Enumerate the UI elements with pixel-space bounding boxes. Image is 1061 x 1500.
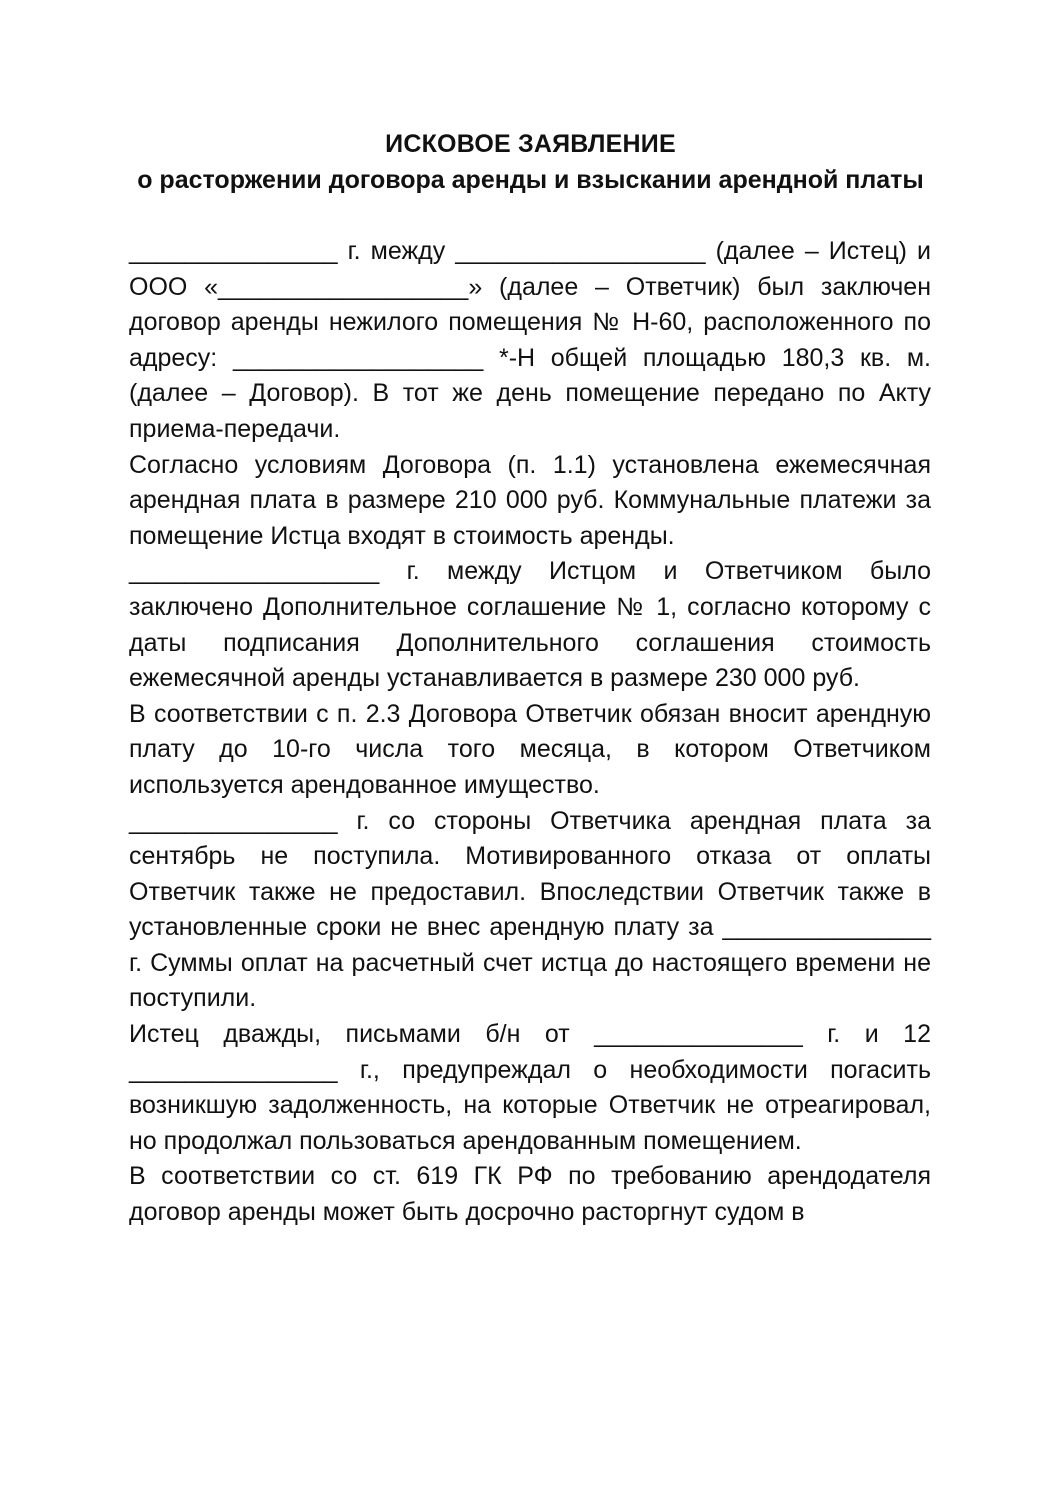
paragraph-warnings (129, 1017, 931, 1159)
paragraph-text: г. Суммы оплат на расчетный счет истца до настоящего времени не поступили. (129, 948, 931, 1013)
paragraph-text: г. и 12 (802, 1020, 931, 1049)
blank-field-date: _______________ (129, 1055, 338, 1084)
blank-field-date: _______________ (129, 806, 338, 835)
paragraph-contract-conclusion (129, 234, 931, 448)
paragraph-text: г. со стороны Ответчика арендная плата за сентябрь не поступила. Мотивированного отказа от оплаты Ответчик также не предоставил. Впоследствии Ответчик также в установленные сроки не внес арендную плату за (129, 806, 931, 942)
blank-field-date: _______________ (594, 1020, 803, 1049)
title-block (0, 126, 1061, 198)
paragraph-text: (далее – Истец) и ООО « (129, 237, 931, 301)
document-body (129, 234, 931, 1231)
paragraph-nonpayment (129, 804, 931, 1018)
paragraph-rent-terms: Согласно условиям Договора (п. 1.1) установлена ежемесячная арендная плата в размере 210 000 руб. Коммунальные платежи за помещение Истца входят в стоимость аренды. (129, 450, 931, 550)
paragraph-text: *-Н общей площадью 180,3 кв. м. (далее – Договор). В тот же день помещение передано по Акту приема-передачи. (129, 343, 931, 443)
paragraph-additional-agreement (129, 554, 931, 696)
paragraph-text: г. между Истцом и Ответчиком было заключено Дополнительное соглашение № 1, согласно которому с даты подписания Дополнительного соглашения стоимость ежемесячной аренды устанавливается в размере 230 000 руб. (129, 557, 931, 693)
blank-field-date: _______________ (722, 913, 931, 942)
paragraph-text: Истец дважды, письмами б/н от (129, 1020, 595, 1049)
paragraph-text: г. между (337, 237, 456, 265)
blank-field-date: __________________ (129, 557, 380, 586)
blank-field-address: __________________ (232, 343, 484, 372)
document-subtitle: о расторжении договора аренды и взыскании арендной платы (137, 166, 924, 194)
paragraph-legal-basis: В соответствии со ст. 619 ГК РФ по требованию арендодателя договор аренды может быть досрочно расторгнут судом в (129, 1162, 931, 1227)
paragraph-text: » (далее – Ответчик) был заключен договор аренды нежилого помещения № Н-60, расположенного по адресу: (129, 272, 932, 372)
blank-field-defendant: __________________ (218, 272, 469, 301)
blank-field-plaintiff: __________________ (455, 237, 706, 265)
document-title: ИСКОВОЕ ЗАЯВЛЕНИЕ (385, 130, 676, 158)
blank-field-date: _______________ (129, 237, 338, 265)
paragraph-text: г., предупреждал о необходимости погасить возникшую задолженность, на которые Ответчик не отреагировал, но продолжал пользоваться арендованным помещением. (129, 1055, 931, 1155)
paragraph-payment-obligation: В соответствии с п. 2.3 Договора Ответчик обязан вносит арендную плату до 10-го числа того месяца, в котором Ответчиком используется арендованное имущество. (129, 699, 931, 799)
